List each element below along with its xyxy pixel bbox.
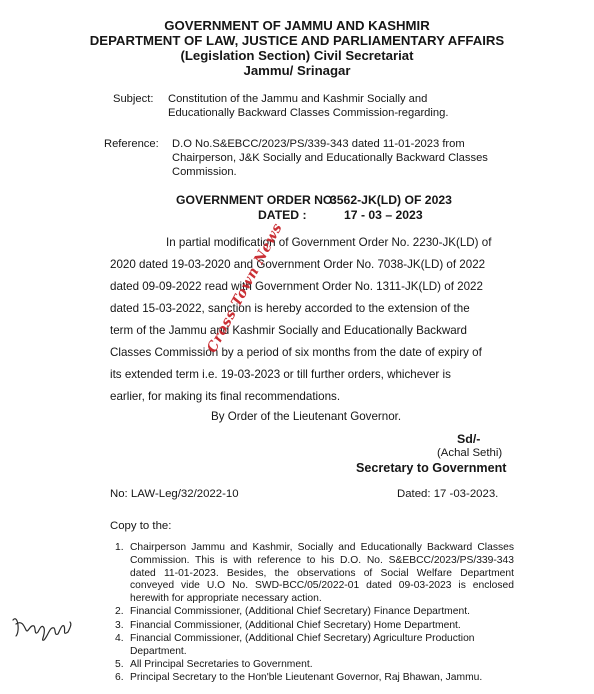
paragraph-line: In partial modification of Government Order No. 2230-JK(LD) of: [166, 236, 492, 249]
signatory-name: (Achal Sethi): [437, 447, 503, 459]
list-item-number: 3.: [115, 619, 124, 631]
order-date-value: 17 - 03 – 2023: [344, 208, 423, 222]
handwritten-initials: [10, 606, 74, 646]
reference-line-1: D.O No.S&EBCC/2023/PS/339-343 dated 11-01-2023 from: [172, 138, 465, 150]
reference-line-2: Chairperson, J&K Socially and Educationally Backward Classes: [172, 152, 488, 164]
list-item-text: Financial Commissioner, (Additional Chief Secretary) Agriculture Production Department.: [130, 633, 475, 657]
by-order-line: By Order of the Lieutenant Governor.: [211, 410, 402, 423]
memo-date: Dated: 17 -03-2023.: [397, 488, 499, 500]
list-item-text: Principal Secretary to the Hon'ble Lieutenant Governor, Raj Bhawan, Jammu.: [130, 672, 483, 684]
copy-to-heading: Copy to the:: [110, 520, 172, 532]
list-item-text: Chairperson Jammu and Kashmir, Socially and Educationally Backward Classes Commission. This is with reference to his D.O. No. S&EBCC/2023/PS/339-343 dated 11-01-2023. Besides, the observations of Social Welfare Department conveyed vide U.O No. SWD-BCC/05/2022-01 dated 09-03-2023 is enclosed herewith for appropriate necessary action.: [130, 542, 514, 605]
list-item-number: 6.: [115, 672, 124, 684]
signatory-title: Secretary to Government: [356, 461, 507, 475]
signature-sd: Sd/-: [457, 432, 481, 446]
copy-to-list: [115, 542, 514, 686]
header-government: GOVERNMENT OF JAMMU AND KASHMIR: [164, 18, 430, 33]
order-number-label: GOVERNMENT ORDER NO:: [176, 193, 337, 207]
list-item: [115, 672, 514, 685]
list-item: [115, 606, 514, 619]
list-item-number: 4.: [115, 633, 124, 645]
list-item-text: All Principal Secretaries to Government.: [130, 659, 313, 671]
reference-line-3: Commission.: [172, 166, 237, 178]
order-number-value: 3562-JK(LD) OF 2023: [330, 193, 452, 207]
subject-label: Subject:: [113, 93, 154, 105]
list-item-text: Financial Commissioner, (Additional Chief Secretary) Home Department.: [130, 619, 461, 631]
subject-line-1: Constitution of the Jammu and Kashmir Socially and: [168, 93, 428, 105]
paragraph-line: 2020 dated 19-03-2020 and Government Order No. 7038-JK(LD) of 2022: [110, 258, 486, 271]
paragraph-line: its extended term i.e. 19-03-2023 or till further orders, whichever is: [110, 368, 451, 381]
paragraph-line: Classes Commission by a period of six months from the date of expiry of: [110, 346, 482, 359]
memo-number: No: LAW-Leg/32/2022-10: [110, 488, 239, 500]
paragraph-line: term of the Jammu and Kashmir Socially and Educationally Backward: [110, 324, 467, 337]
subject-line-2: Educationally Backward Classes Commission-regarding.: [168, 107, 449, 119]
list-item-number: 2.: [115, 606, 124, 618]
list-item: [115, 542, 514, 606]
reference-label: Reference:: [104, 138, 159, 150]
order-date-label: DATED :: [258, 208, 307, 222]
list-item: [115, 659, 514, 672]
list-item: [115, 619, 514, 633]
header-section: (Legislation Section) Civil Secretariat: [180, 48, 414, 63]
header-location: Jammu/ Srinagar: [243, 63, 351, 78]
list-item-text: Financial Commissioner, (Additional Chief Secretary) Finance Department.: [130, 606, 470, 618]
list-item-number: 1.: [115, 542, 124, 553]
list-item-number: 5.: [115, 659, 124, 671]
paragraph-line: earlier, for making its final recommendations.: [110, 390, 341, 403]
paragraph-line: dated 15-03-2022, sanction is hereby accorded to the extension of the: [110, 302, 470, 315]
paragraph-line: dated 09-09-2022 read with Government Order No. 1311-JK(LD) of 2022: [110, 280, 483, 293]
header-department: DEPARTMENT OF LAW, JUSTICE AND PARLIAMENTARY AFFAIRS: [89, 33, 505, 48]
watermark-text: Cross Town News: [204, 220, 286, 356]
list-item: [115, 633, 514, 659]
